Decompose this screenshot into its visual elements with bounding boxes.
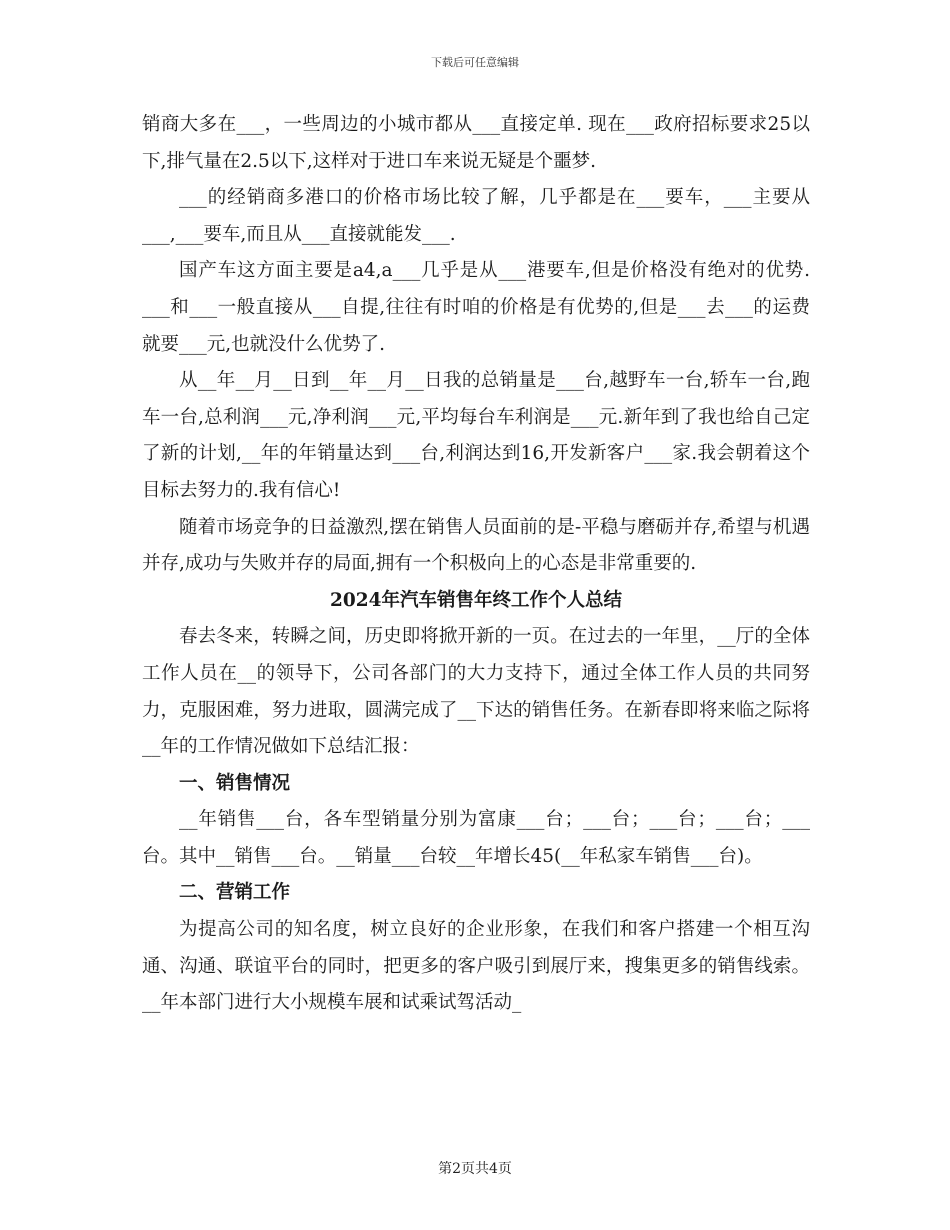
paragraph-sales-figures: __年销售___台，各车型销量分别为富康___台；___台；___台；___台；___台。其中__销售___台。__销量___台较__年增长45(__年私家车销售___台)。 [142, 809, 810, 867]
paragraph-port-prices: ___的经销商多港口的价格市场比较了解，几乎都是在___要车，___主要从___,___要车,而且从___直接就能发___. [142, 187, 810, 245]
document-body [142, 107, 810, 1022]
document-title: 2024年汽车销售年终工作个人总结 [330, 589, 622, 611]
page-number: 第2页共4页 [438, 1161, 512, 1177]
page-header: 下载后可任意编辑 [431, 56, 519, 69]
paragraph-intro: 春去冬来，转瞬之间，历史即将掀开新的一页。在过去的一年里，__厅的全体工作人员在__的领导下，公司各部门的大力支持下，通过全体工作人员的共同努力，克服困难，努力进取，圆满完成了__下达的销售任务。在新春即将来临之际将__年的工作情况做如下总结汇报： [142, 626, 810, 758]
paragraph-domestic-cars: 国产车这方面主要是a4,a___几乎是从___港要车,但是价格没有绝对的优势. ___和___一般直接从___自提,往往有时咱的价格是有优势的,但是___去___的运费就要___元,也就没什么优势了. [142, 260, 810, 355]
section-heading-sales: 一、销售情况 [179, 772, 291, 794]
paragraph-sales-summary: 从__年__月__日到__年__月__日我的总销量是___台,越野车一台,轿车一台,跑车一台,总利润___元,净利润___元,平均每台车利润是___元.新年到了我也给自己定了新的计划,__年的年销量达到___台,利润达到16,开发新客户___家.我会朝着这个目标去努力的.我有信心! [142, 370, 810, 501]
paragraph-dealers: 销商大多在___，一些周边的小城市都从___直接定单. 现在___政府招标要求25以下,排气量在2.5以下,这样对于进口车来说无疑是个噩梦. [142, 114, 810, 172]
paragraph-marketing: 为提高公司的知名度，树立良好的企业形象，在我们和客户搭建一个相互沟通、沟通、联谊平台的同时，把更多的客户吸引到展厅来，搜集更多的销售线索。__年本部门进行大小规模车展和试乘试驾活动_ [142, 919, 810, 1014]
section-heading-marketing: 二、营销工作 [179, 882, 291, 904]
paragraph-attitude: 随着市场竞争的日益激烈,摆在销售人员面前的是-平稳与磨砺并存,希望与机遇并存,成功与失败并存的局面,拥有一个积极向上的心态是非常重要的. [142, 516, 810, 575]
